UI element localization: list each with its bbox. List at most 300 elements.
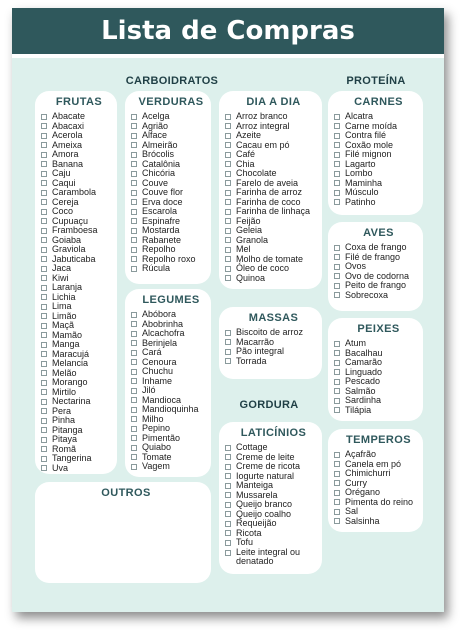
checkbox[interactable] [225, 275, 231, 281]
item-label: Azeite [236, 130, 262, 140]
checkbox[interactable] [41, 304, 47, 310]
item-label: Banana [52, 158, 84, 169]
item-label: Salsinha [345, 515, 380, 526]
item-label: Contra filé [345, 130, 387, 140]
item-label: Torrada [236, 355, 267, 366]
checkbox[interactable] [225, 209, 231, 215]
item-label: Graviola [52, 244, 86, 254]
checklist-item [334, 406, 423, 416]
checkbox[interactable] [334, 509, 340, 515]
item-label: Alcachofra [142, 328, 185, 338]
item-label: Queijo coalho [236, 508, 292, 519]
checkbox[interactable] [225, 540, 231, 546]
item-label: Berinjela [142, 337, 178, 348]
item-label: Farinha de arroz [236, 187, 303, 197]
checkbox[interactable] [41, 342, 47, 348]
item-label: Caju [52, 168, 71, 178]
card-laticinios [219, 422, 322, 574]
checkbox[interactable] [334, 471, 340, 477]
checkbox[interactable] [131, 152, 137, 158]
item-label: Bacalhau [345, 347, 383, 358]
item-label: Alcatra [345, 111, 374, 121]
checkbox[interactable] [225, 190, 231, 196]
checkbox[interactable] [41, 408, 47, 414]
item-label: Alface [142, 130, 168, 140]
checkbox[interactable] [131, 142, 137, 148]
checkbox[interactable] [334, 379, 340, 385]
card-carnes [328, 91, 423, 215]
checkbox[interactable] [41, 427, 47, 433]
item-label: Açafrão [345, 449, 377, 459]
item-label: Cottage [236, 442, 268, 452]
item-label: Erva doce [142, 196, 183, 207]
item-label: Pitaya [52, 434, 78, 444]
item-label: Ricota [236, 527, 262, 538]
item-label: Sobrecoxa [345, 289, 389, 300]
item-label: Salmão [345, 385, 376, 396]
item-label: Lagarto [345, 158, 376, 169]
item-label: Macarrão [236, 336, 275, 347]
checkbox[interactable] [334, 161, 340, 167]
card-title: PEIXES [357, 323, 400, 335]
checkbox[interactable] [131, 237, 137, 243]
item-label: Uva [52, 462, 69, 473]
item-label: Espinafre [142, 215, 181, 226]
checkbox[interactable] [334, 490, 340, 496]
checkbox[interactable] [334, 452, 340, 458]
item-label: Vagem [142, 461, 170, 471]
checkbox[interactable] [334, 398, 340, 404]
checkbox[interactable] [334, 407, 340, 413]
checkbox[interactable] [334, 190, 340, 196]
checkbox[interactable] [225, 237, 231, 243]
checkbox[interactable] [131, 256, 137, 262]
checklist-item [131, 462, 211, 472]
checkbox[interactable] [225, 218, 231, 224]
item-label: Creme de ricota [236, 461, 301, 471]
checkbox[interactable] [41, 399, 47, 405]
checklist [225, 112, 322, 283]
checkbox[interactable] [41, 133, 47, 139]
item-label: Mamão [52, 329, 83, 340]
item-label: Tangerina [52, 453, 92, 463]
item-label: Acelga [142, 111, 170, 121]
item-label: Lima [52, 301, 72, 311]
item-label: Inhame [142, 375, 173, 386]
checkbox[interactable] [131, 435, 137, 441]
checkbox[interactable] [131, 340, 137, 346]
item-label: Sal [345, 506, 359, 516]
checkbox[interactable] [131, 190, 137, 196]
checkbox[interactable] [41, 275, 47, 281]
checkbox[interactable] [41, 313, 47, 319]
item-label: Maçã [52, 320, 75, 330]
checkbox[interactable] [131, 199, 137, 205]
checkbox[interactable] [41, 389, 47, 395]
item-label: Requeijão [236, 518, 277, 528]
card-dia-a-dia [219, 91, 322, 289]
checkbox[interactable] [334, 360, 340, 366]
shopping-list-sheet [12, 8, 444, 612]
checklist [334, 243, 423, 300]
item-label: Chuchu [142, 366, 174, 376]
checkbox[interactable] [225, 454, 231, 460]
item-label: Ameixa [52, 139, 83, 150]
checkbox[interactable] [225, 199, 231, 205]
item-label: Ovo de codorna [345, 270, 410, 281]
checklist-item [334, 198, 423, 208]
checkbox[interactable] [225, 521, 231, 527]
card-aves [328, 222, 423, 311]
item-label: Laranja [52, 282, 83, 292]
item-label: Chocolate [236, 168, 277, 178]
item-label: Abacaxi [52, 120, 85, 131]
checkbox[interactable] [41, 142, 47, 148]
checkbox[interactable] [225, 133, 231, 139]
item-label: Romã [52, 443, 77, 454]
checkbox[interactable] [334, 283, 340, 289]
checkbox[interactable] [41, 446, 47, 452]
item-label: Almeirão [142, 139, 178, 150]
checklist-item [334, 291, 423, 301]
item-label: Tilápia [345, 404, 372, 415]
checkbox[interactable] [41, 199, 47, 205]
item-label: Pera [52, 405, 72, 416]
checkbox[interactable] [225, 266, 231, 272]
item-label: Ovos [345, 261, 367, 271]
item-label: Escarola [142, 206, 178, 216]
item-label: Cará [142, 347, 162, 357]
card-title: OUTROS [101, 487, 151, 499]
item-label: Repolho roxo [142, 253, 196, 264]
item-label: Jiló [142, 385, 156, 395]
checkbox[interactable] [225, 349, 231, 355]
checkbox[interactable] [41, 228, 47, 234]
item-label: Iogurte natural [236, 470, 295, 481]
checkbox[interactable] [334, 350, 340, 356]
checkbox[interactable] [225, 502, 231, 508]
item-label: Nectarina [52, 396, 91, 406]
item-label: Goiaba [52, 234, 82, 245]
checklist [225, 443, 322, 566]
checkbox[interactable] [131, 331, 137, 337]
item-label: Curry [345, 477, 367, 488]
checkbox[interactable] [334, 292, 340, 298]
checkbox[interactable] [334, 199, 340, 205]
checkbox[interactable] [225, 228, 231, 234]
checkbox[interactable] [225, 492, 231, 498]
checklist [131, 310, 211, 472]
card-title: MASSAS [248, 312, 299, 324]
item-label: Amora [52, 149, 79, 159]
checkbox[interactable] [225, 358, 231, 364]
item-label: Carambola [52, 187, 97, 197]
checkbox[interactable] [225, 445, 231, 451]
header-divider [12, 54, 444, 58]
checkbox[interactable] [334, 123, 340, 129]
item-label: Maminha [345, 177, 383, 188]
card-verduras [125, 91, 211, 284]
item-label: Abóbora [142, 309, 177, 319]
item-label: Chicória [142, 168, 176, 178]
item-label: Queijo branco [236, 499, 293, 509]
checkbox[interactable] [334, 273, 340, 279]
item-label: Arroz integral [236, 120, 290, 131]
item-label: Pão integral [236, 346, 285, 356]
checkbox[interactable] [131, 218, 137, 224]
checkbox[interactable] [225, 171, 231, 177]
checklist [334, 450, 423, 526]
item-label: Molho de tomate [236, 253, 304, 264]
item-label: Pescado [345, 376, 381, 386]
checkbox[interactable] [41, 323, 47, 329]
card-temperos [328, 429, 423, 532]
checkbox[interactable] [225, 180, 231, 186]
card-frutas [35, 91, 117, 474]
item-label: Mandioquinha [142, 404, 199, 414]
item-label: Mandioca [142, 394, 182, 405]
item-label: Pepino [142, 423, 171, 433]
checkbox[interactable] [131, 369, 137, 375]
item-label: Carne moída [345, 120, 398, 131]
item-label: Sardinha [345, 395, 382, 405]
checkbox[interactable] [131, 378, 137, 384]
checkbox[interactable] [225, 339, 231, 345]
checkbox[interactable] [41, 266, 47, 272]
item-label: Agrião [142, 120, 169, 131]
checkbox[interactable] [334, 114, 340, 120]
checkbox[interactable] [131, 228, 137, 234]
card-title: DIA A DIA [246, 96, 301, 108]
item-label: Couve [142, 177, 169, 188]
checkbox[interactable] [131, 359, 137, 365]
checkbox[interactable] [225, 247, 231, 253]
checklist-item [225, 357, 322, 367]
checkbox[interactable] [225, 511, 231, 517]
item-label: Repolho [142, 244, 176, 254]
card-title: FRUTAS [55, 96, 103, 108]
checkbox[interactable] [334, 480, 340, 486]
item-label: Farinha de coco [236, 196, 301, 207]
checkbox[interactable] [334, 461, 340, 467]
checkbox[interactable] [131, 388, 137, 394]
checkbox[interactable] [334, 341, 340, 347]
checkbox[interactable] [131, 161, 137, 167]
item-label: Peito de frango [345, 280, 407, 290]
checkbox[interactable] [131, 407, 137, 413]
item-label: Chimichurri [345, 468, 391, 478]
checkbox[interactable] [131, 454, 137, 460]
item-label: Pimenta do reino [345, 496, 414, 507]
checkbox[interactable] [225, 464, 231, 470]
checklist [334, 339, 423, 415]
item-label: Quinoa [236, 272, 266, 283]
checkbox[interactable] [225, 550, 231, 556]
checkbox[interactable] [131, 464, 137, 470]
item-label: Feijão [236, 215, 261, 226]
checkbox[interactable] [41, 123, 47, 129]
card-title: VERDURAS [138, 96, 204, 108]
checkbox[interactable] [225, 473, 231, 479]
item-label: Melão [52, 367, 77, 378]
item-label: Cereja [52, 196, 79, 207]
item-label: Brócolis [142, 149, 175, 159]
checkbox[interactable] [334, 245, 340, 251]
item-label: Canela em pó [345, 458, 402, 469]
item-label: Atum [345, 338, 367, 348]
checkbox[interactable] [334, 133, 340, 139]
checkbox[interactable] [41, 114, 47, 120]
item-label: Creme de leite [236, 451, 295, 462]
checkbox[interactable] [41, 332, 47, 338]
item-label: Chia [236, 158, 255, 169]
checkbox[interactable] [225, 114, 231, 120]
checkbox[interactable] [41, 418, 47, 424]
checkbox[interactable] [334, 499, 340, 505]
item-label: Mostarda [142, 225, 180, 235]
checkbox[interactable] [131, 133, 137, 139]
item-label: Manteiga [236, 480, 274, 490]
checkbox[interactable] [334, 388, 340, 394]
checkbox[interactable] [225, 123, 231, 129]
item-label: Pinha [52, 415, 76, 425]
checkbox[interactable] [41, 247, 47, 253]
checkbox[interactable] [41, 465, 47, 471]
checklist-item [225, 274, 322, 284]
checkbox[interactable] [131, 247, 137, 253]
checkbox[interactable] [41, 351, 47, 357]
checkbox[interactable] [131, 321, 137, 327]
checkbox[interactable] [41, 190, 47, 196]
checkbox[interactable] [41, 161, 47, 167]
checkbox[interactable] [41, 209, 47, 215]
item-label: Arroz branco [236, 111, 288, 121]
checkbox[interactable] [41, 380, 47, 386]
section-label-gordura: GORDURA [239, 399, 299, 411]
card-title: CARNES [354, 96, 403, 108]
checkbox[interactable] [334, 369, 340, 375]
item-label: Patinho [345, 196, 376, 207]
checkbox[interactable] [334, 254, 340, 260]
checkbox[interactable] [41, 285, 47, 291]
item-label: Mel [236, 244, 251, 254]
card-title: LATICÍNIOS [240, 427, 307, 439]
checkbox[interactable] [225, 256, 231, 262]
item-label: Granola [236, 234, 269, 245]
checkbox[interactable] [131, 445, 137, 451]
checkbox[interactable] [334, 152, 340, 158]
item-label: Abacate [52, 111, 86, 121]
checkbox[interactable] [225, 142, 231, 148]
checklist [41, 112, 117, 473]
item-label: Cenoura [142, 356, 177, 367]
item-label: Biscoito de arroz [236, 327, 304, 337]
item-label: Pimentão [142, 432, 181, 443]
checkbox[interactable] [131, 266, 137, 272]
item-label: Jabuticaba [52, 253, 96, 264]
checkbox[interactable] [41, 171, 47, 177]
checkbox[interactable] [131, 171, 137, 177]
card-legumes [125, 289, 211, 477]
checkbox[interactable] [131, 180, 137, 186]
checkbox[interactable] [41, 237, 47, 243]
checkbox[interactable] [225, 530, 231, 536]
checkbox[interactable] [41, 294, 47, 300]
item-label: Farelo de aveia [236, 177, 299, 188]
checkbox[interactable] [41, 152, 47, 158]
item-label: Café [236, 149, 256, 159]
item-label: Acerola [52, 130, 83, 140]
checklist [334, 112, 423, 207]
checkbox[interactable] [41, 218, 47, 224]
item-label: Mirtilo [52, 386, 76, 397]
item-label: Catalônia [142, 158, 181, 169]
checkbox[interactable] [131, 397, 137, 403]
card-title: LEGUMES [142, 294, 200, 306]
item-label: Camarão [345, 357, 383, 367]
checkbox[interactable] [41, 437, 47, 443]
item-label: Músculo [345, 187, 379, 197]
checklist [131, 112, 211, 274]
checkbox[interactable] [131, 209, 137, 215]
card-peixes [328, 318, 423, 421]
checklist-item [334, 517, 423, 527]
checkbox[interactable] [225, 483, 231, 489]
checklist [225, 328, 322, 366]
item-label: Filé mignon [345, 149, 392, 159]
checkbox[interactable] [41, 361, 47, 367]
checkbox[interactable] [131, 114, 137, 120]
item-label: Cupuaçu [52, 215, 89, 226]
card-title: TEMPEROS [346, 434, 411, 446]
checkbox[interactable] [131, 123, 137, 129]
item-label: Orégano [345, 487, 381, 497]
checklist-item [131, 264, 211, 274]
checkbox[interactable] [41, 370, 47, 376]
checkbox[interactable] [41, 456, 47, 462]
checkbox[interactable] [334, 171, 340, 177]
checkbox[interactable] [334, 518, 340, 524]
item-label: Abobrinha [142, 318, 184, 329]
checkbox[interactable] [131, 416, 137, 422]
item-label: Tomate [142, 451, 172, 462]
item-label: Milho [142, 413, 164, 424]
checkbox[interactable] [225, 152, 231, 158]
checkbox[interactable] [225, 161, 231, 167]
section-label-carboidratos: CARBOIDRATOS [125, 75, 219, 87]
checkbox[interactable] [41, 180, 47, 186]
item-label: Framboesa [52, 225, 98, 235]
card-title: AVES [363, 227, 394, 239]
card-massas [219, 307, 322, 379]
item-label: Melancia [52, 358, 89, 368]
checkbox[interactable] [225, 330, 231, 336]
checkbox[interactable] [131, 350, 137, 356]
checkbox[interactable] [131, 312, 137, 318]
item-label: Coxa de frango [345, 242, 407, 252]
checkbox[interactable] [334, 264, 340, 270]
item-label: Quiabo [142, 442, 172, 452]
checkbox[interactable] [131, 426, 137, 432]
checkbox[interactable] [41, 256, 47, 262]
checkbox[interactable] [334, 180, 340, 186]
item-label: Coco [52, 206, 74, 216]
item-label: Coxão mole [345, 139, 394, 150]
checkbox[interactable] [334, 142, 340, 148]
item-label: Kiwi [52, 272, 69, 283]
item-label: Tofu [236, 537, 254, 547]
item-label: Leite integral ou denatado [236, 546, 301, 566]
